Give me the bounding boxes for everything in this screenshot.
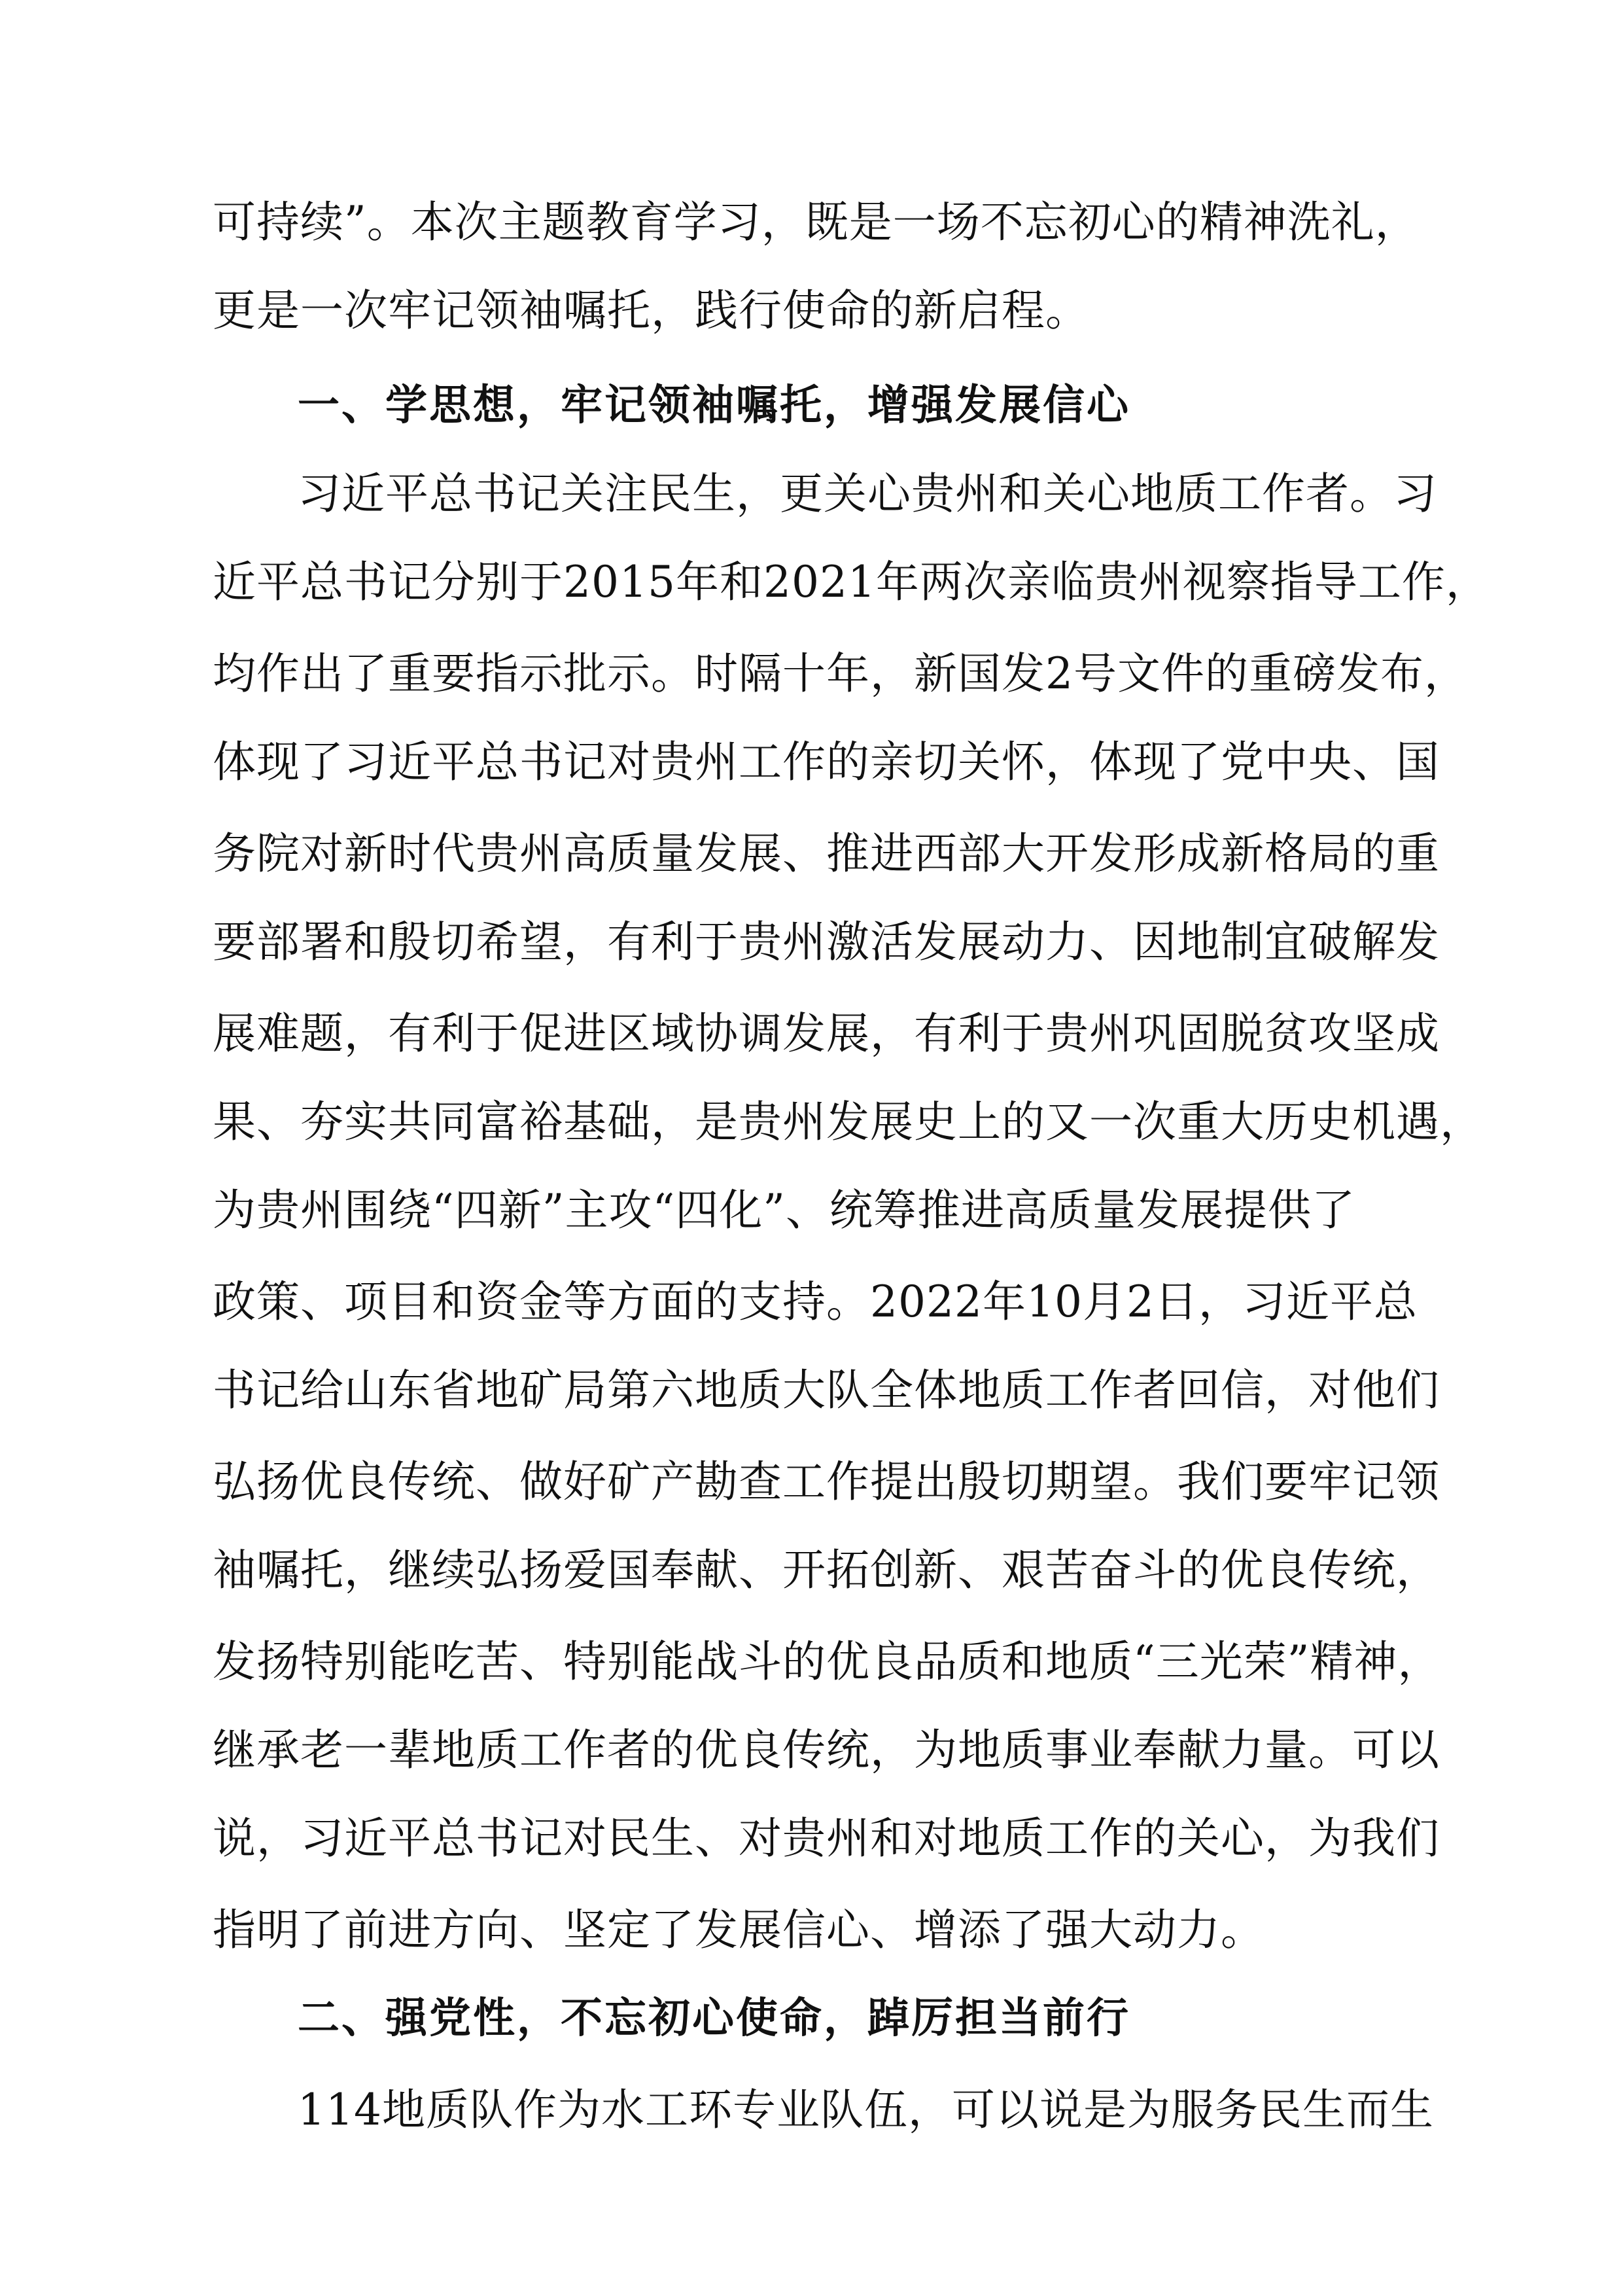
text-line-5: 近平总书记分别于2015年和2021年两次亲临贵州视察指导工作， — [213, 557, 1490, 607]
text-line-19: 说，习近平总书记对民生、对贵州和对地质工作的关心，为我们 — [213, 1813, 1440, 1863]
text-line-16: 袖嘱托，继续弘扬爱国奉献、开拓创新、艰苦奋斗的优良传统， — [213, 1545, 1440, 1595]
text-line-2: 更是一次牢记领袖嘱托，践行使命的新启程。 — [213, 285, 1089, 336]
text-line-10: 展难题，有利于促进区域协调发展，有利于贵州巩固脱贫攻坚成 — [213, 1008, 1440, 1059]
text-line-9: 要部署和殷切希望，有利于贵州激活发展动力、因地制宜破解发 — [213, 917, 1440, 967]
text-line-17: 发扬特别能吃苦、特别能战斗的优良品质和地质“三光荣”精神， — [213, 1636, 1442, 1687]
text-line-6: 均作出了重要指示批示。时隔十年，新国发2号文件的重磅发布， — [213, 648, 1468, 699]
text-line-14: 书记给山东省地矿局第六地质大队全体地质工作者回信，对他们 — [213, 1365, 1440, 1415]
text-line-1: 可持续”。本次主题教育学习，既是一场不忘初心的精神洗礼， — [213, 197, 1419, 247]
text-line-4: 习近平总书记关注民生，更关心贵州和关心地质工作者。习 — [298, 468, 1437, 519]
text-line-12: 为贵州围绕“四新”主攻“四化”、统筹推进高质量发展提供了 — [213, 1185, 1355, 1235]
text-line-7: 体现了习近平总书记对贵州工作的亲切关怀，体现了党中央、国 — [213, 737, 1440, 787]
text-line-13: 政策、项目和资金等方面的支持。2022年10月2日，习近平总 — [213, 1277, 1418, 1327]
section-heading-1: 一、学思想，牢记领袖嘱托，增强发展信心 — [298, 381, 1130, 430]
text-line-18: 继承老一辈地质工作者的优良传统，为地质事业奉献力量。可以 — [213, 1725, 1440, 1775]
text-line-20: 指明了前进方向、坚定了发展信心、增添了强大动力。 — [213, 1905, 1265, 1955]
text-line-15: 弘扬优良传统、做好矿产勘查工作提出殷切期望。我们要牢记领 — [213, 1457, 1440, 1507]
text-line-8: 务院对新时代贵州高质量发展、推进西部大开发形成新格局的重 — [213, 828, 1440, 879]
text-line-11: 果、夯实共同富裕基础，是贵州发展史上的又一次重大历史机遇， — [213, 1097, 1484, 1147]
text-line-22: 114地质队作为水工环专业队伍，可以说是为服务民生而生 — [298, 2085, 1434, 2135]
section-heading-2: 二、强党性，不忘初心使命，踔厉担当前行 — [298, 1994, 1130, 2043]
